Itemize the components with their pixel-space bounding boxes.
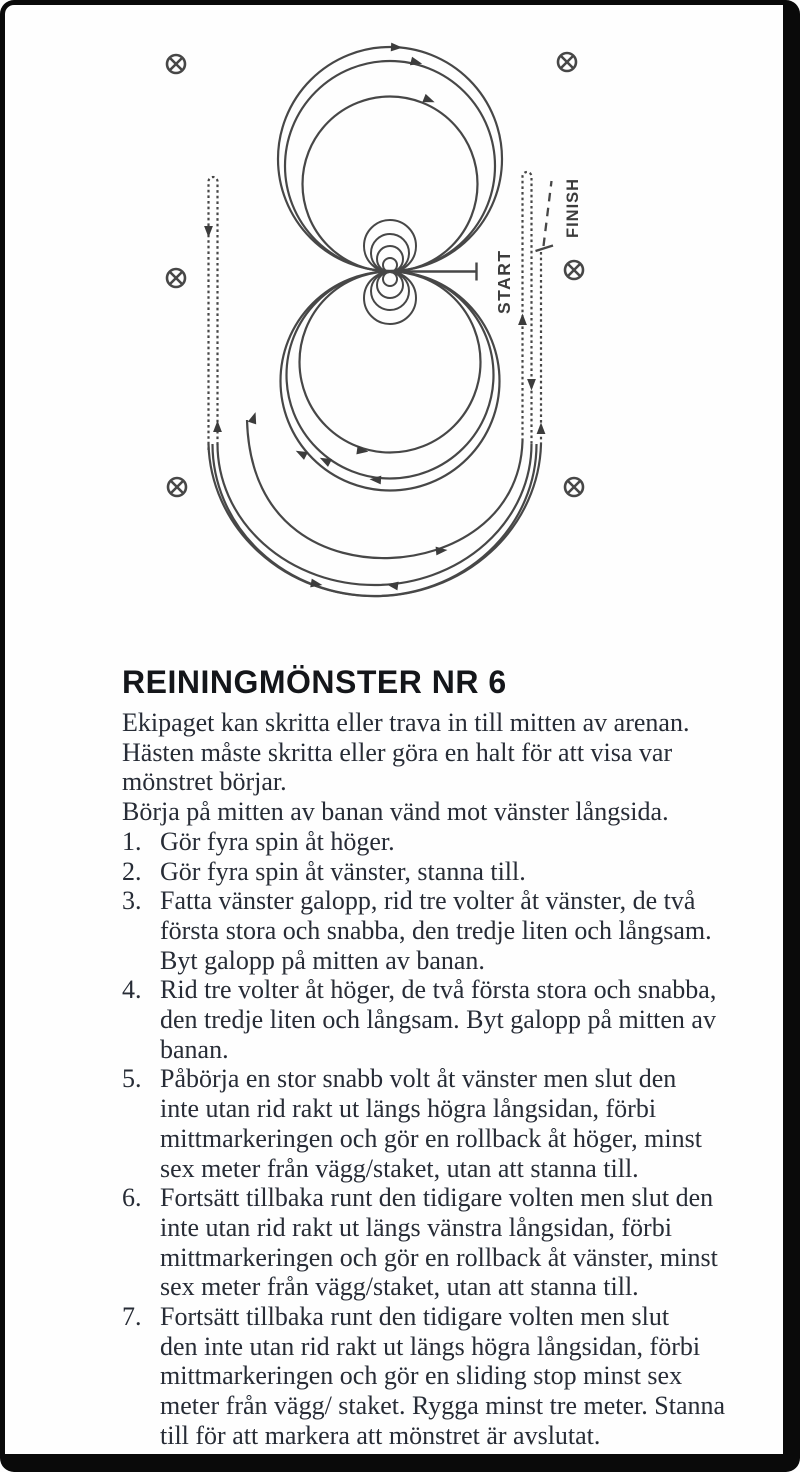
intro-paragraph-2 — [122, 797, 732, 827]
left-rundown-path — [209, 177, 218, 450]
steps-list — [122, 827, 732, 1451]
step-item-3 — [122, 886, 732, 975]
spin-circles-top — [364, 220, 416, 272]
text-line: sex meter från vägg/staket, utan att stanna till. — [160, 1153, 639, 1183]
upper-circles — [278, 47, 502, 272]
right-rundown-path — [523, 172, 542, 444]
text-line: meter från vägg/ staket. Rygga minst tre meter. Stanna — [160, 1391, 726, 1421]
text-line: Byt galopp på mitten av banan. — [160, 945, 485, 975]
text-line: inte utan rid rakt ut längs högra långsidan, förbi — [160, 1094, 657, 1124]
direction-arrows — [204, 43, 545, 591]
text-line: Gör fyra spin åt höger. — [160, 826, 395, 856]
text-line: mittmarkeringen och gör en sliding stop minst sex — [160, 1361, 683, 1391]
step-number: 5. — [122, 1064, 142, 1094]
lower-circles — [281, 272, 500, 491]
page-title: REININGMÖNSTER NR 6 — [122, 664, 507, 700]
text-line: den tredje liten och långsam. Byt galopp på mitten av — [160, 1005, 716, 1035]
step-number: 1. — [122, 826, 142, 856]
text-line: Gör fyra spin åt vänster, stanna till. — [160, 856, 526, 886]
text-line: Hästen måste skritta eller göra en halt för att visa var — [122, 737, 673, 767]
text-line: mittmarkeringen och gör en rollback åt höger, minst — [160, 1123, 702, 1153]
arena-marker-icon — [565, 478, 583, 496]
text-line: Påbörja en stor snabb volt åt vänster men slut den — [160, 1064, 677, 1094]
step-number: 7. — [122, 1302, 142, 1332]
arena-markers — [167, 53, 583, 496]
diagram-labels — [494, 178, 582, 314]
step-item-6 — [122, 1183, 732, 1302]
text-line: Fatta vänster galopp, rid tre volter åt vänster, de två — [160, 886, 696, 916]
start-label: START — [494, 249, 514, 314]
text-line: banan. — [160, 1034, 229, 1064]
text-line: den inte utan rid rakt ut längs högra långsidan, förbi — [160, 1331, 701, 1361]
bottom-rundown-arcs — [209, 420, 542, 596]
finish-label: FINISH — [564, 177, 582, 238]
step-number: 4. — [122, 975, 142, 1005]
text-line: Fortsätt tillbaka runt den tidigare volten men slut den — [160, 1183, 714, 1213]
intro-paragraph-1 — [122, 708, 732, 797]
step-number: 3. — [122, 886, 142, 916]
text-line: första stora och snabba, den tredje liten och långsam. — [160, 915, 712, 945]
finish-stop-line — [536, 181, 554, 251]
step-item-4 — [122, 975, 732, 1064]
text-line: inte utan rid rakt ut längs vänstra långsidan, förbi — [160, 1212, 672, 1242]
text-line: Börja på mitten av banan vänd mot vänster långsida. — [122, 797, 669, 827]
step-item-7 — [122, 1302, 732, 1451]
text-line: mittmarkeringen och gör en rollback åt vänster, minst — [160, 1242, 718, 1272]
text-line: Rid tre volter åt höger, de två första stora och snabba, — [160, 975, 717, 1005]
arena-marker-icon — [558, 53, 576, 71]
text-line: Ekipaget kan skritta eller trava in till mitten av arenan. — [122, 708, 690, 737]
arena-marker-icon — [167, 269, 185, 287]
step-number: 6. — [122, 1183, 142, 1213]
text-line: sex meter från vägg/staket, utan att stanna till. — [160, 1272, 639, 1302]
arena-marker-icon — [565, 261, 583, 279]
arena-marker-icon — [168, 478, 186, 496]
spin-circles-bottom — [364, 272, 416, 324]
text-line: mönstret börjar. — [122, 767, 287, 797]
step-item-1 — [122, 827, 732, 857]
step-item-2 — [122, 857, 732, 887]
step-item-5 — [122, 1064, 732, 1183]
text-line: till för att markera att mönstret är avslutat. — [160, 1420, 601, 1450]
instructions-block — [122, 664, 732, 1451]
arena-marker-icon — [167, 55, 185, 73]
step-number: 2. — [122, 856, 142, 886]
reining-pattern-diagram — [0, 0, 800, 670]
text-line: Fortsätt tillbaka runt den tidigare volten men slut — [160, 1302, 670, 1332]
